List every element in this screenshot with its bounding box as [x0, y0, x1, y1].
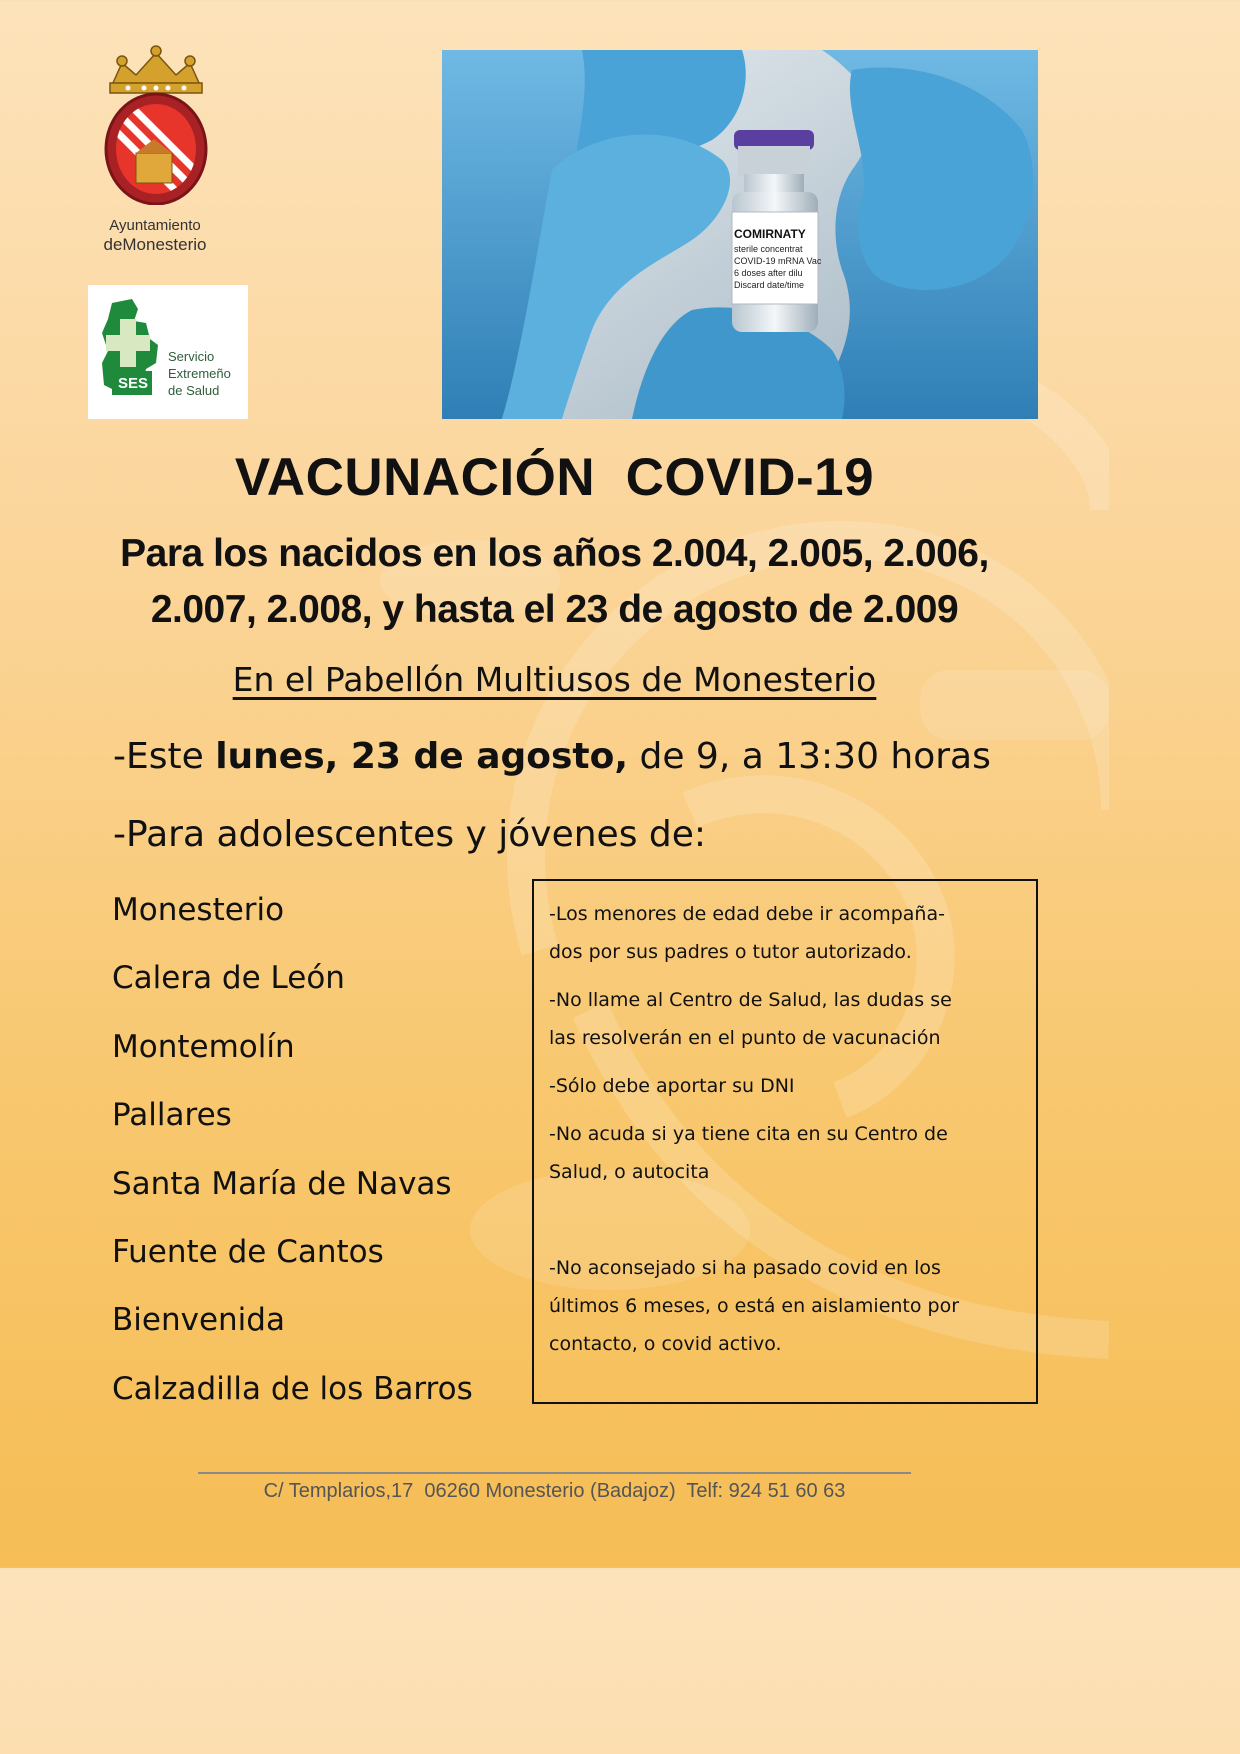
note-text: -No llame al Centro de Salud, las dudas se — [549, 989, 952, 1011]
ses-name-line2: Extremeño — [168, 366, 231, 381]
ses-abbreviation: SES — [118, 375, 149, 392]
vial-line3: 6 doses after dilu — [734, 268, 803, 278]
town-item: Montemolín — [112, 1028, 295, 1065]
town-item: Fuente de Cantos — [112, 1233, 384, 1270]
ses-name-line1: Servicio — [168, 349, 215, 364]
vial-line2: COVID-19 mRNA Vac — [734, 256, 822, 266]
footer-address: C/ Templarios,17 06260 Monesterio (Badajoz) Telf: 924 51 60 63 — [263, 1480, 846, 1502]
ayuntamiento-name-line2: deMonesterio — [103, 235, 207, 254]
venue-text: En el Pabellón Multiusos de Monesterio — [232, 660, 877, 699]
town-item: Monesterio — [112, 892, 285, 928]
note-text: -Sólo debe aportar su DNI — [549, 1075, 795, 1097]
note-text: Salud, o autocita — [549, 1161, 710, 1183]
note-minors — [549, 895, 1022, 971]
schedule-hours: de 9, a 13:30 horas — [628, 736, 991, 777]
town-item: Bienvenida — [112, 1302, 285, 1339]
note-text: -No acuda si ya tiene cita en su Centro de — [549, 1123, 948, 1145]
vial-line4: Discard date/time — [734, 280, 805, 290]
vial-brand: COMIRNATY — [734, 227, 806, 241]
notes-box — [532, 879, 1038, 1404]
ayuntamiento-logo — [80, 45, 230, 255]
footer-divider — [198, 1472, 911, 1474]
page-title: VACUNACIÓN COVID-19 — [234, 448, 875, 507]
note-health-center — [549, 981, 1022, 1057]
note-text: las resolverán en el punto de vacunación — [549, 1027, 941, 1049]
schedule-line — [113, 736, 991, 777]
venue — [0, 660, 1109, 699]
note-text: -Los menores de edad debe ir acompaña- — [549, 903, 945, 925]
vaccine-vial-photo — [442, 50, 1038, 419]
note-text: -No aconsejado si ha pasado covid en los — [549, 1257, 941, 1279]
ses-logo — [88, 285, 248, 419]
town-item: Santa María de Navas — [112, 1165, 452, 1202]
town-item: Pallares — [112, 1097, 232, 1134]
note-text: dos por sus padres o tutor autorizado. — [549, 941, 912, 963]
audience-line: -Para adolescentes y jóvenes de: — [113, 814, 707, 855]
subtitle-line2: 2.007, 2.008, y hasta el 23 de agosto de 2.009 — [150, 588, 959, 631]
note-covid-history — [549, 1249, 1022, 1363]
note-text: últimos 6 meses, o está en aislamiento por — [549, 1295, 960, 1317]
crest-icon — [98, 45, 214, 205]
ses-name-line3: de Salud — [168, 383, 220, 398]
town-item: Calera de León — [112, 960, 345, 997]
towns-list — [112, 890, 473, 1437]
note-appointment — [549, 1115, 1022, 1191]
vial-line1: sterile concentrat — [734, 244, 803, 254]
schedule-date: lunes, 23 de agosto, — [215, 736, 629, 777]
subtitle-line1: Para los nacidos en los años 2.004, 2.005, 2.006, — [120, 532, 989, 575]
note-text: contacto, o covid activo. — [549, 1333, 782, 1355]
town-item: Calzadilla de los Barros — [112, 1370, 473, 1407]
schedule-prefix: -Este — [113, 736, 216, 777]
note-dni — [549, 1067, 1022, 1105]
ayuntamiento-name-line1: Ayuntamiento — [109, 217, 201, 234]
